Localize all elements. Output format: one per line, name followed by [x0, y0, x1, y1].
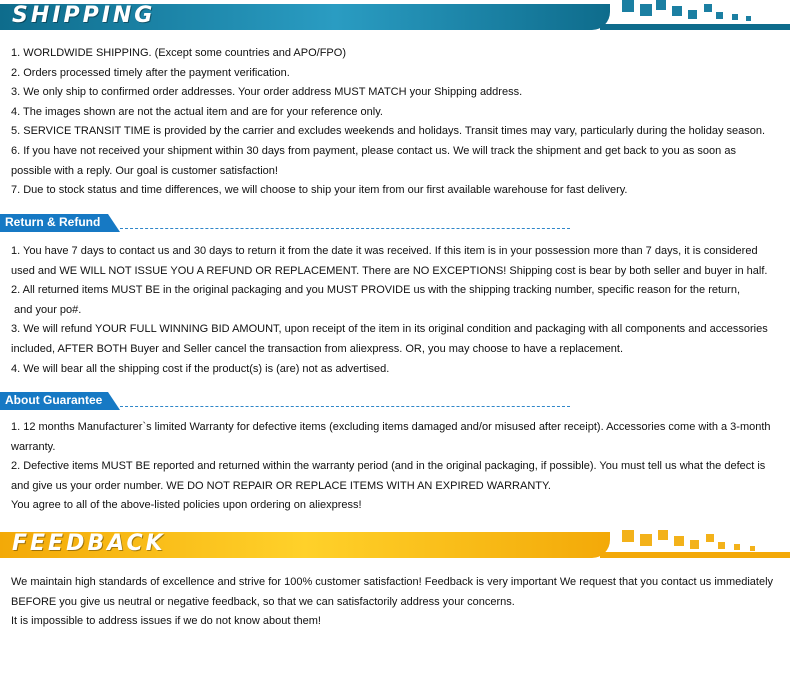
guarantee-list — [11, 418, 796, 516]
return-refund-line: and your po#. — [11, 303, 82, 316]
return-refund-list — [11, 242, 796, 379]
shipping-line: 1. WORLDWIDE SHIPPING. (Except some countries and APO/FPO) — [11, 47, 346, 59]
guarantee-line: warranty. — [11, 440, 56, 453]
shipping-line: 4. The images shown are not the actual item and are for your reference only. — [11, 105, 383, 118]
return-refund-line: included, AFTER BOTH Buyer and Seller cancel the transaction from aliexpress. OR, you may choose to have a replacement. — [11, 342, 624, 355]
shipping-line: 5. SERVICE TRANSIT TIME is provided by the carrier and excludes weekends and holidays. Transit times may vary, particularly during the holiday season. — [11, 125, 766, 138]
shipping-line: possible with a reply. Our goal is customer satisfaction! — [11, 164, 278, 177]
return-refund-header — [0, 214, 800, 232]
shipping-line: 2. Orders processed timely after the payment verification. — [11, 66, 290, 79]
guarantee-title: About Guarantee — [5, 393, 103, 407]
return-refund-line: 1. You have 7 days to contact us and 30 days to return it from the date it was received. If this item is in your possession more than 7 days, it is considered — [11, 245, 758, 257]
guarantee-line: 2. Defective items MUST BE reported and returned within the warranty period (and in the original packaging, if possible). You must tell us what the defect is — [11, 460, 766, 473]
feedback-banner — [0, 528, 800, 562]
feedback-line: We maintain high standards of excellence and strive for 100% customer satisfaction! Feedback is very important We request that you contact us immediately — [11, 576, 774, 588]
return-refund-line: 2. All returned items MUST BE in the original packaging and you MUST PROVIDE us with the shipping tracking number, specific reason for the return, — [11, 284, 741, 297]
return-refund-line: 4. We will bear all the shipping cost if the product(s) is (are) not as advertised. — [11, 362, 390, 375]
guarantee-header — [0, 392, 800, 410]
return-refund-divider — [120, 228, 570, 229]
guarantee-divider — [120, 406, 570, 407]
guarantee-line: You agree to all of the above-listed policies upon ordering on aliexpress! — [11, 499, 362, 512]
shipping-line: 6. If you have not received your shipment within 30 days from payment, please contact us. We will track the shipment and get back to you as soon as — [11, 144, 736, 157]
feedback-line: BEFORE you give us neutral or negative feedback, so that we can satisfactorily address your concerns. — [11, 595, 515, 608]
guarantee-line: 1. 12 months Manufacturer`s limited Warranty for defective items (excluding items damaged and/or misused after receipt). Accessories come with a 3-month — [11, 421, 771, 433]
shipping-banner — [0, 0, 800, 34]
return-refund-line: used and WE WILL NOT ISSUE YOU A REFUND OR REPLACEMENT. There are NO EXCEPTIONS! Shipping cost is bear by both seller and buyer in half. — [11, 264, 768, 277]
guarantee-line: and give us your order number. WE DO NOT REPAIR OR REPLACE ITEMS WITH AN EXPIRED WARRANTY. — [11, 479, 551, 492]
shipping-line: 3. We only ship to confirmed order addresses. Your order address MUST MATCH your Shipping address. — [11, 86, 523, 99]
feedback-title: FEEDBACK — [12, 531, 166, 556]
shipping-title: SHIPPING — [12, 3, 156, 28]
shipping-line: 7. Due to stock status and time differences, we will choose to ship your item from our first available warehouse for fast delivery. — [11, 184, 628, 197]
feedback-list — [11, 573, 796, 632]
return-refund-line: 3. We will refund YOUR FULL WINNING BID AMOUNT, upon receipt of the item in its original condition and packaging with all components and accessories — [11, 323, 768, 336]
feedback-line: It is impossible to address issues if we do not know about them! — [11, 615, 321, 628]
shipping-list — [11, 44, 796, 201]
return-refund-title: Return & Refund — [5, 215, 101, 229]
